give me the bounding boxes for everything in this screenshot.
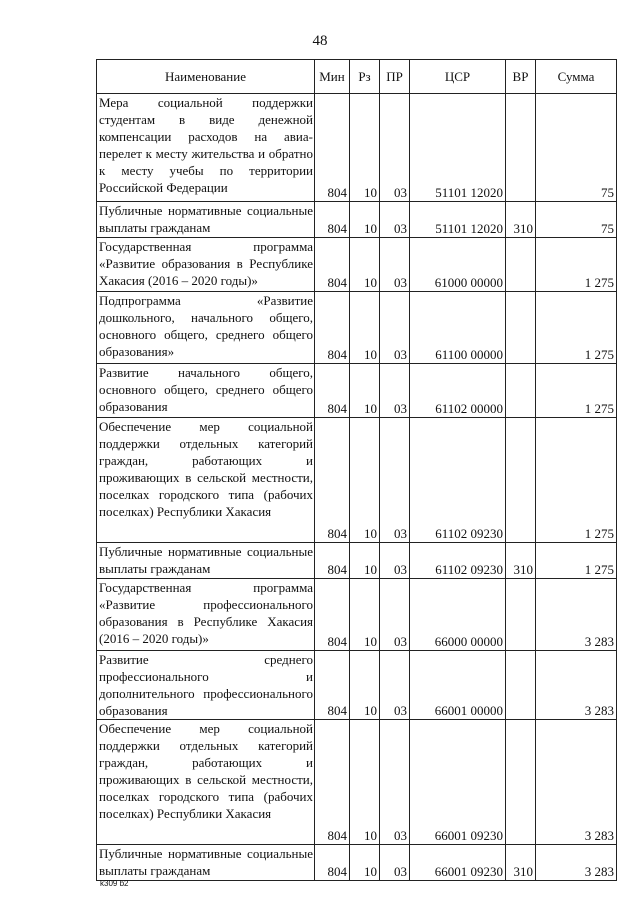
- row-pr: 03: [380, 720, 410, 845]
- row-vr: [506, 292, 536, 364]
- row-pr: 03: [380, 238, 410, 292]
- row-min: 804: [315, 238, 350, 292]
- row-min: 804: [315, 651, 350, 720]
- row-csr: 61102 00000: [410, 364, 506, 418]
- row-min: 804: [315, 845, 350, 881]
- row-vr: 310: [506, 543, 536, 579]
- row-csr: 66001 09230: [410, 720, 506, 845]
- row-min: 804: [315, 94, 350, 202]
- row-pr: 03: [380, 579, 410, 651]
- row-pr: 03: [380, 94, 410, 202]
- row-min: 804: [315, 364, 350, 418]
- row-name: Публичные нормативные социальные выплаты гражданам: [97, 845, 315, 881]
- row-csr: 51101 12020: [410, 202, 506, 238]
- header-csr: ЦСР: [410, 60, 506, 94]
- table-row: [97, 202, 617, 238]
- row-rz: 10: [350, 845, 380, 881]
- row-sum: 1 275: [536, 543, 617, 579]
- row-sum: 75: [536, 94, 617, 202]
- header-name: Наименование: [97, 60, 315, 94]
- row-name: Государственная программа «Развитие образования в Республике Хакасия (2016 – 2020 годы)»: [97, 238, 315, 292]
- row-csr: 61100 00000: [410, 292, 506, 364]
- row-rz: 10: [350, 543, 380, 579]
- row-pr: 03: [380, 845, 410, 881]
- row-sum: 75: [536, 202, 617, 238]
- header-sum: Сумма: [536, 60, 617, 94]
- row-vr: [506, 418, 536, 543]
- row-sum: 3 283: [536, 845, 617, 881]
- footer-code: k309 b2: [100, 879, 129, 888]
- row-pr: 03: [380, 418, 410, 543]
- row-sum: 3 283: [536, 651, 617, 720]
- table-row: [97, 579, 617, 651]
- row-vr: [506, 238, 536, 292]
- table-row: [97, 543, 617, 579]
- table-row: [97, 845, 617, 881]
- row-rz: 10: [350, 94, 380, 202]
- row-vr: [506, 579, 536, 651]
- row-rz: 10: [350, 238, 380, 292]
- header-vr: ВР: [506, 60, 536, 94]
- row-name: Публичные нормативные социальные выплаты гражданам: [97, 543, 315, 579]
- row-csr: 61102 09230: [410, 543, 506, 579]
- row-min: 804: [315, 292, 350, 364]
- header-min: Мин: [315, 60, 350, 94]
- row-csr: 66001 09230: [410, 845, 506, 881]
- row-sum: 3 283: [536, 579, 617, 651]
- row-sum: 3 283: [536, 720, 617, 845]
- row-csr: 51101 12020: [410, 94, 506, 202]
- table-row: [97, 720, 617, 845]
- table-row: [97, 418, 617, 543]
- row-rz: 10: [350, 202, 380, 238]
- row-csr: 61102 09230: [410, 418, 506, 543]
- row-rz: 10: [350, 418, 380, 543]
- row-rz: 10: [350, 292, 380, 364]
- header-rz: Рз: [350, 60, 380, 94]
- row-vr: [506, 364, 536, 418]
- row-csr: 66001 00000: [410, 651, 506, 720]
- row-name: Публичные нормативные социальные выплаты гражданам: [97, 202, 315, 238]
- table-row: [97, 292, 617, 364]
- row-sum: 1 275: [536, 238, 617, 292]
- table-body: [97, 94, 617, 881]
- row-pr: 03: [380, 292, 410, 364]
- row-min: 804: [315, 418, 350, 543]
- row-pr: 03: [380, 364, 410, 418]
- row-pr: 03: [380, 202, 410, 238]
- table-row: [97, 238, 617, 292]
- row-min: 804: [315, 202, 350, 238]
- table-row: [97, 651, 617, 720]
- row-min: 804: [315, 579, 350, 651]
- header-pr: ПР: [380, 60, 410, 94]
- row-name: Государственная программа «Развитие профессионального образования в Республике Хакасия (2016 – 2020 годы)»: [97, 579, 315, 651]
- row-name: Развитие начального общего, основного общего, среднего общего образования: [97, 364, 315, 418]
- row-name: Обеспечение мер социальной поддержки отдельных категорий граждан, работающих и проживающих в сельской местности, поселках городского типа (рабочих поселках) Республики Хакасия: [97, 418, 315, 543]
- row-min: 804: [315, 720, 350, 845]
- row-vr: 310: [506, 202, 536, 238]
- row-name: Подпрограмма «Развитие дошкольного, начального общего, основного общего, среднего общего образования»: [97, 292, 315, 364]
- row-vr: [506, 651, 536, 720]
- row-vr: [506, 94, 536, 202]
- row-name: Развитие среднего профессионального и дополнительного профессионального образования: [97, 651, 315, 720]
- budget-table: [96, 59, 617, 881]
- row-sum: 1 275: [536, 364, 617, 418]
- row-pr: 03: [380, 543, 410, 579]
- row-rz: 10: [350, 720, 380, 845]
- row-sum: 1 275: [536, 418, 617, 543]
- header-row: [97, 60, 617, 94]
- row-name: Мера социальной поддержки студентам в виде денежной компенсации расходов на авиа-перелет к месту жительства и обратно к месту учебы по территории Российской Федерации: [97, 94, 315, 202]
- row-min: 804: [315, 543, 350, 579]
- table-row: [97, 94, 617, 202]
- row-csr: 61000 00000: [410, 238, 506, 292]
- row-rz: 10: [350, 651, 380, 720]
- page-number: 48: [312, 33, 328, 49]
- row-rz: 10: [350, 364, 380, 418]
- row-sum: 1 275: [536, 292, 617, 364]
- row-vr: [506, 720, 536, 845]
- row-pr: 03: [380, 651, 410, 720]
- table-row: [97, 364, 617, 418]
- row-csr: 66000 00000: [410, 579, 506, 651]
- row-name: Обеспечение мер социальной поддержки отдельных категорий граждан, работающих и проживающих в сельской местности, поселках городского типа (рабочих поселках) Республики Хакасия: [97, 720, 315, 845]
- row-rz: 10: [350, 579, 380, 651]
- row-vr: 310: [506, 845, 536, 881]
